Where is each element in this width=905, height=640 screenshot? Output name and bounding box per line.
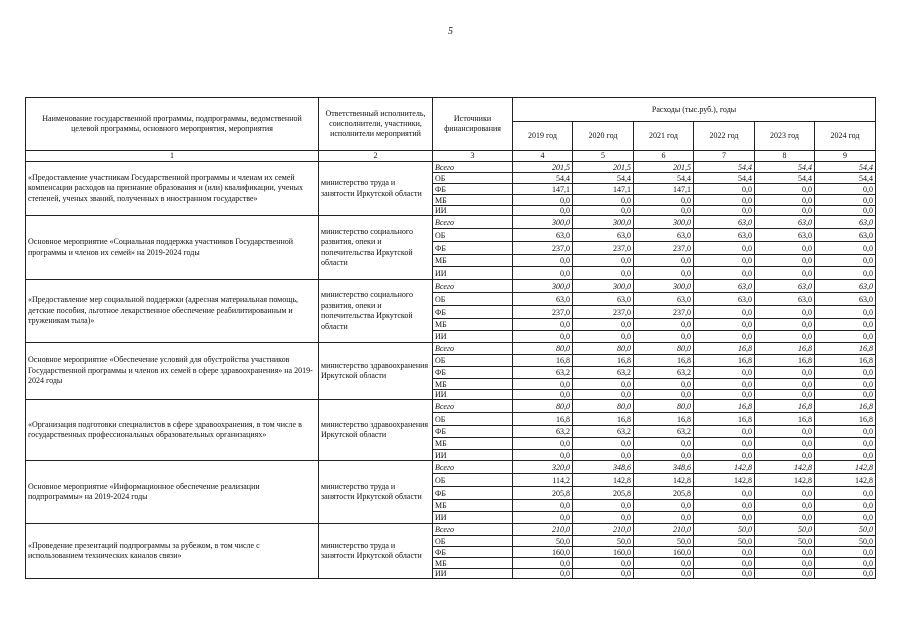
expense-value-cell: 142,8 [815,474,876,487]
expense-value-cell: 63,2 [634,367,694,379]
program-name-cell: «Организация подготовки специалистов в сфере здравоохранения, в том числе в государственных профессиональных образовательных организациях» [26,400,319,461]
funding-source-cell: МБ [433,319,513,331]
expense-value-cell: 16,8 [755,400,815,413]
funding-source-cell: Всего [433,400,513,413]
expense-value-cell: 160,0 [634,547,694,558]
expense-value-cell: 16,8 [755,413,815,426]
column-number: 2 [319,151,433,162]
expense-value-cell: 0,0 [513,267,573,280]
expense-value-cell: 0,0 [755,184,815,195]
expense-value-cell: 0,0 [815,267,876,280]
expense-value-cell: 0,0 [694,306,755,319]
program-name-cell: Основное мероприятие «Социальная поддержка участников Государственной программы и членов их семей» на 2019-2024 годы [26,216,319,280]
funding-source-cell: ИИ [433,390,513,400]
expense-value-cell: 54,4 [573,173,634,184]
funding-source-cell: ИИ [433,331,513,343]
expense-value-cell: 63,0 [815,293,876,306]
table-row [26,461,876,474]
expense-value-cell: 237,0 [634,306,694,319]
expense-value-cell: 0,0 [573,331,634,343]
expense-value-cell: 0,0 [694,255,755,267]
expense-value-cell: 0,0 [815,438,876,450]
expense-value-cell: 300,0 [513,280,573,293]
expense-value-cell: 0,0 [755,331,815,343]
funding-source-cell: МБ [433,255,513,267]
expense-value-cell: 0,0 [634,569,694,579]
funding-source-cell: ОБ [433,536,513,547]
expense-value-cell: 0,0 [815,547,876,558]
expense-value-cell: 63,0 [815,280,876,293]
expense-value-cell: 0,0 [694,438,755,450]
funding-source-cell: ИИ [433,569,513,579]
expense-value-cell: 0,0 [815,184,876,195]
expense-value-cell: 0,0 [513,390,573,400]
expense-value-cell: 0,0 [573,558,634,569]
expense-value-cell: 348,6 [634,461,694,474]
expense-value-cell: 0,0 [634,390,694,400]
expense-value-cell: 63,0 [755,280,815,293]
expense-value-cell: 50,0 [573,536,634,547]
expense-value-cell: 80,0 [634,343,694,355]
expense-value-cell: 0,0 [634,512,694,524]
expense-value-cell: 80,0 [513,400,573,413]
header-year: 2024 год [815,122,876,151]
funding-source-cell: ОБ [433,413,513,426]
expense-value-cell: 16,8 [694,343,755,355]
expense-value-cell: 0,0 [755,569,815,579]
expense-value-cell: 205,8 [513,487,573,500]
table-body [26,162,876,579]
expense-value-cell: 0,0 [815,487,876,500]
expense-value-cell: 0,0 [513,512,573,524]
expense-value-cell: 16,8 [694,413,755,426]
expense-value-cell: 0,0 [694,512,755,524]
expense-value-cell: 142,8 [634,474,694,487]
column-number: 9 [815,151,876,162]
expense-value-cell: 0,0 [634,379,694,390]
expense-value-cell: 16,8 [513,413,573,426]
expense-value-cell: 237,0 [573,306,634,319]
expense-value-cell: 63,0 [755,229,815,242]
expense-value-cell: 0,0 [573,206,634,216]
expense-value-cell: 348,6 [573,461,634,474]
expense-value-cell: 237,0 [513,242,573,255]
expense-value-cell: 0,0 [634,500,694,512]
expense-value-cell: 0,0 [755,306,815,319]
expense-value-cell: 0,0 [755,255,815,267]
expense-value-cell: 0,0 [634,450,694,461]
expense-value-cell: 16,8 [815,413,876,426]
expense-value-cell: 80,0 [634,400,694,413]
expense-value-cell: 0,0 [573,512,634,524]
expense-value-cell: 63,0 [573,229,634,242]
expense-value-cell: 0,0 [513,319,573,331]
funding-source-cell: Всего [433,461,513,474]
expense-value-cell: 0,0 [513,438,573,450]
funding-source-cell: ИИ [433,206,513,216]
funding-source-cell: ФБ [433,426,513,438]
expense-value-cell: 0,0 [573,319,634,331]
expense-value-cell: 16,8 [694,355,755,367]
expense-value-cell: 0,0 [815,450,876,461]
expense-value-cell: 0,0 [634,206,694,216]
expense-value-cell: 210,0 [513,524,573,536]
expense-value-cell: 237,0 [634,242,694,255]
funding-source-cell: Всего [433,280,513,293]
expense-value-cell: 80,0 [573,343,634,355]
funding-source-cell: ИИ [433,267,513,280]
expense-value-cell: 0,0 [755,206,815,216]
program-name-cell: «Предоставление мер социальной поддержки (адресная материальная помощь, детские пособия, льготное лекарственное обеспечение реабилитированным и труженикам тыла)» [26,280,319,343]
expense-value-cell: 210,0 [573,524,634,536]
expense-value-cell: 0,0 [755,438,815,450]
funding-source-cell: ФБ [433,184,513,195]
expense-value-cell: 63,2 [573,426,634,438]
expense-value-cell: 0,0 [573,379,634,390]
column-number: 5 [573,151,634,162]
expense-value-cell: 142,8 [815,461,876,474]
executor-cell: министерство труда и занятости Иркутской области [319,461,433,524]
funding-source-cell: Всего [433,524,513,536]
expense-value-cell: 142,8 [694,474,755,487]
expense-value-cell: 16,8 [755,355,815,367]
expense-value-cell: 142,8 [755,461,815,474]
expense-value-cell: 50,0 [694,536,755,547]
expense-value-cell: 63,0 [694,293,755,306]
expense-value-cell: 0,0 [573,195,634,206]
header-year: 2020 год [573,122,634,151]
expense-value-cell: 142,8 [694,461,755,474]
expense-value-cell: 16,8 [815,355,876,367]
expense-value-cell: 142,8 [755,474,815,487]
table-row [26,216,876,229]
expense-value-cell: 16,8 [815,343,876,355]
expense-value-cell: 147,1 [513,184,573,195]
executor-cell: министерство социального развития, опеки и попечительства Иркутской области [319,216,433,280]
expense-value-cell: 50,0 [755,536,815,547]
page-number: 5 [448,26,453,37]
expense-value-cell: 50,0 [634,536,694,547]
funding-source-cell: ФБ [433,547,513,558]
funding-source-cell: МБ [433,558,513,569]
executor-cell: министерство труда и занятости Иркутской области [319,162,433,216]
column-number: 3 [433,151,513,162]
expense-value-cell: 201,5 [634,162,694,173]
funding-source-cell: МБ [433,438,513,450]
expense-value-cell: 0,0 [513,331,573,343]
expense-value-cell: 0,0 [513,500,573,512]
table-row [26,400,876,413]
executor-cell: министерство труда и занятости Иркутской области [319,524,433,579]
header-source-column: Источники финансирования [433,98,513,151]
expense-value-cell: 54,4 [694,162,755,173]
expense-value-cell: 54,4 [755,162,815,173]
funding-source-cell: ОБ [433,293,513,306]
expense-value-cell: 0,0 [815,331,876,343]
table-row [26,343,876,355]
expense-value-cell: 0,0 [755,450,815,461]
funding-source-cell: МБ [433,195,513,206]
funding-source-cell: ИИ [433,450,513,461]
expense-value-cell: 0,0 [694,558,755,569]
expense-value-cell: 0,0 [815,390,876,400]
expense-value-cell: 0,0 [513,450,573,461]
expense-value-cell: 54,4 [755,173,815,184]
expense-value-cell: 0,0 [815,242,876,255]
funding-source-cell: ОБ [433,173,513,184]
expense-value-cell: 16,8 [634,355,694,367]
expense-value-cell: 50,0 [513,536,573,547]
expense-value-cell: 63,0 [634,293,694,306]
expense-value-cell: 0,0 [634,438,694,450]
expense-value-cell: 0,0 [573,267,634,280]
expense-value-cell: 54,4 [815,162,876,173]
expense-value-cell: 54,4 [815,173,876,184]
expense-value-cell: 63,0 [513,229,573,242]
executor-cell: министерство здравоохранения Иркутской области [319,343,433,400]
executor-cell: министерство социального развития, опеки и попечительства Иркутской области [319,280,433,343]
expense-value-cell: 63,2 [513,426,573,438]
expense-value-cell: 0,0 [815,206,876,216]
funding-source-cell: МБ [433,379,513,390]
expense-value-cell: 160,0 [513,547,573,558]
executor-cell: министерство здравоохранения Иркутской области [319,400,433,461]
expense-value-cell: 147,1 [573,184,634,195]
expense-value-cell: 0,0 [755,426,815,438]
header-year: 2019 год [513,122,573,151]
expense-value-cell: 0,0 [694,331,755,343]
expense-value-cell: 16,8 [694,400,755,413]
expense-value-cell: 0,0 [573,255,634,267]
funding-source-cell: ФБ [433,487,513,500]
expense-value-cell: 63,0 [634,229,694,242]
expense-value-cell: 63,0 [755,216,815,229]
expense-value-cell: 0,0 [694,390,755,400]
expense-value-cell: 0,0 [755,547,815,558]
expense-value-cell: 63,2 [573,367,634,379]
expense-value-cell: 0,0 [755,487,815,500]
expense-value-cell: 0,0 [755,267,815,280]
program-name-cell: Основное мероприятие «Обеспечение условий для обустройства участников Государственной программы и членов их семей в сфере здравоохранения» на 2019-2024 годы [26,343,319,400]
header-year: 2021 год [634,122,694,151]
expense-value-cell: 0,0 [755,390,815,400]
expense-value-cell: 54,4 [634,173,694,184]
expense-value-cell: 0,0 [573,450,634,461]
header-expenses-column: Расходы (тыс.руб.), годы [513,98,876,122]
expense-value-cell: 205,8 [573,487,634,500]
expense-value-cell: 0,0 [815,306,876,319]
expense-value-cell: 16,8 [755,343,815,355]
budget-table [25,97,876,579]
expense-value-cell: 0,0 [513,206,573,216]
header-year: 2022 год [694,122,755,151]
expense-value-cell: 0,0 [694,379,755,390]
expense-value-cell: 142,8 [573,474,634,487]
expense-value-cell: 0,0 [815,379,876,390]
expense-value-cell: 147,1 [634,184,694,195]
expense-value-cell: 63,0 [573,293,634,306]
funding-source-cell: Всего [433,162,513,173]
expense-value-cell: 50,0 [755,524,815,536]
expense-value-cell: 16,8 [573,413,634,426]
expense-value-cell: 0,0 [513,558,573,569]
expense-value-cell: 160,0 [573,547,634,558]
expense-value-cell: 54,4 [694,173,755,184]
expense-value-cell: 114,2 [513,474,573,487]
table-row [26,524,876,536]
expense-value-cell: 0,0 [694,450,755,461]
expense-value-cell: 0,0 [815,255,876,267]
expense-value-cell: 0,0 [815,319,876,331]
expense-value-cell: 80,0 [573,400,634,413]
expense-value-cell: 0,0 [513,569,573,579]
expense-value-cell: 16,8 [815,400,876,413]
expense-value-cell: 50,0 [815,524,876,536]
header-executor-column: Ответственный исполнитель, соисполнители, участники, исполнители мероприятий [319,98,433,151]
expense-value-cell: 0,0 [573,438,634,450]
expense-value-cell: 300,0 [573,216,634,229]
column-number: 4 [513,151,573,162]
expense-value-cell: 0,0 [694,195,755,206]
expense-value-cell: 0,0 [694,487,755,500]
expense-value-cell: 300,0 [573,280,634,293]
funding-source-cell: МБ [433,500,513,512]
column-number: 6 [634,151,694,162]
expense-value-cell: 0,0 [634,319,694,331]
expense-value-cell: 300,0 [513,216,573,229]
expense-value-cell: 0,0 [755,500,815,512]
expense-value-cell: 0,0 [755,195,815,206]
funding-source-cell: Всего [433,343,513,355]
expense-value-cell: 0,0 [815,195,876,206]
expense-value-cell: 0,0 [815,500,876,512]
expense-value-cell: 0,0 [694,569,755,579]
expense-value-cell: 54,4 [513,173,573,184]
expense-value-cell: 50,0 [694,524,755,536]
expense-value-cell: 80,0 [513,343,573,355]
expense-value-cell: 0,0 [815,558,876,569]
expense-value-cell: 0,0 [513,255,573,267]
funding-source-cell: ИИ [433,512,513,524]
expense-value-cell: 205,8 [634,487,694,500]
expense-value-cell: 0,0 [815,426,876,438]
funding-source-cell: ФБ [433,367,513,379]
expense-value-cell: 63,0 [694,216,755,229]
expense-value-cell: 0,0 [755,242,815,255]
expense-value-cell: 0,0 [755,367,815,379]
expense-value-cell: 0,0 [755,319,815,331]
expense-value-cell: 63,2 [513,367,573,379]
funding-source-cell: ОБ [433,229,513,242]
expense-value-cell: 201,5 [513,162,573,173]
expense-value-cell: 0,0 [755,512,815,524]
expense-value-cell: 0,0 [694,242,755,255]
expense-value-cell: 16,8 [573,355,634,367]
expense-value-cell: 0,0 [815,367,876,379]
expense-value-cell: 0,0 [634,195,694,206]
funding-source-cell: ФБ [433,242,513,255]
expense-value-cell: 16,8 [513,355,573,367]
expense-value-cell: 0,0 [815,569,876,579]
expense-value-cell: 0,0 [634,331,694,343]
expense-value-cell: 320,0 [513,461,573,474]
funding-source-cell: ОБ [433,355,513,367]
program-name-cell: Основное мероприятие «Информационное обеспечение реализации подпрограммы» на 2019-2024 годы [26,461,319,524]
expense-value-cell: 0,0 [694,547,755,558]
expense-value-cell: 237,0 [513,306,573,319]
expense-value-cell: 0,0 [694,500,755,512]
funding-source-cell: Всего [433,216,513,229]
expense-value-cell: 300,0 [634,280,694,293]
header-name-column: Наименование государственной программы, подпрограммы, ведомственной целевой программы, основного мероприятия, мероприятия [26,98,319,151]
program-name-cell: «Предоставление участникам Государственной программы и членам их семей компенсации расходов на признание образования и (или) квалификации, ученых степеней, ученых званий, полученных в иностранном государстве» [26,162,319,216]
expense-value-cell: 50,0 [815,536,876,547]
program-name-cell: «Проведение презентаций подпрограммы за рубежом, в том числе с использованием технических каналов связи» [26,524,319,579]
expense-value-cell: 0,0 [694,426,755,438]
expense-value-cell: 0,0 [755,379,815,390]
expense-value-cell: 63,0 [815,229,876,242]
expense-value-cell: 0,0 [755,558,815,569]
expense-value-cell: 63,2 [634,426,694,438]
expense-value-cell: 16,8 [634,413,694,426]
column-number: 8 [755,151,815,162]
expense-value-cell: 0,0 [694,367,755,379]
expense-value-cell: 0,0 [634,267,694,280]
column-number: 7 [694,151,755,162]
expense-value-cell: 63,0 [513,293,573,306]
expense-value-cell: 0,0 [573,569,634,579]
funding-source-cell: ФБ [433,306,513,319]
expense-value-cell: 63,0 [694,280,755,293]
expense-value-cell: 210,0 [634,524,694,536]
expense-value-cell: 0,0 [634,255,694,267]
expense-value-cell: 0,0 [513,195,573,206]
expense-value-cell: 0,0 [694,267,755,280]
expense-value-cell: 63,0 [694,229,755,242]
expense-value-cell: 0,0 [513,379,573,390]
expense-value-cell: 201,5 [573,162,634,173]
expense-value-cell: 237,0 [573,242,634,255]
expense-value-cell: 63,0 [815,216,876,229]
table-row [26,162,876,173]
funding-source-cell: ОБ [433,474,513,487]
header-year: 2023 год [755,122,815,151]
expense-value-cell: 0,0 [573,390,634,400]
expense-value-cell: 0,0 [634,558,694,569]
expense-value-cell: 0,0 [694,184,755,195]
table-row [26,280,876,293]
expense-value-cell: 300,0 [634,216,694,229]
expense-value-cell: 63,0 [755,293,815,306]
expense-value-cell: 0,0 [694,206,755,216]
expense-value-cell: 0,0 [573,500,634,512]
column-number: 1 [26,151,319,162]
expense-value-cell: 0,0 [694,319,755,331]
expense-value-cell: 0,0 [815,512,876,524]
